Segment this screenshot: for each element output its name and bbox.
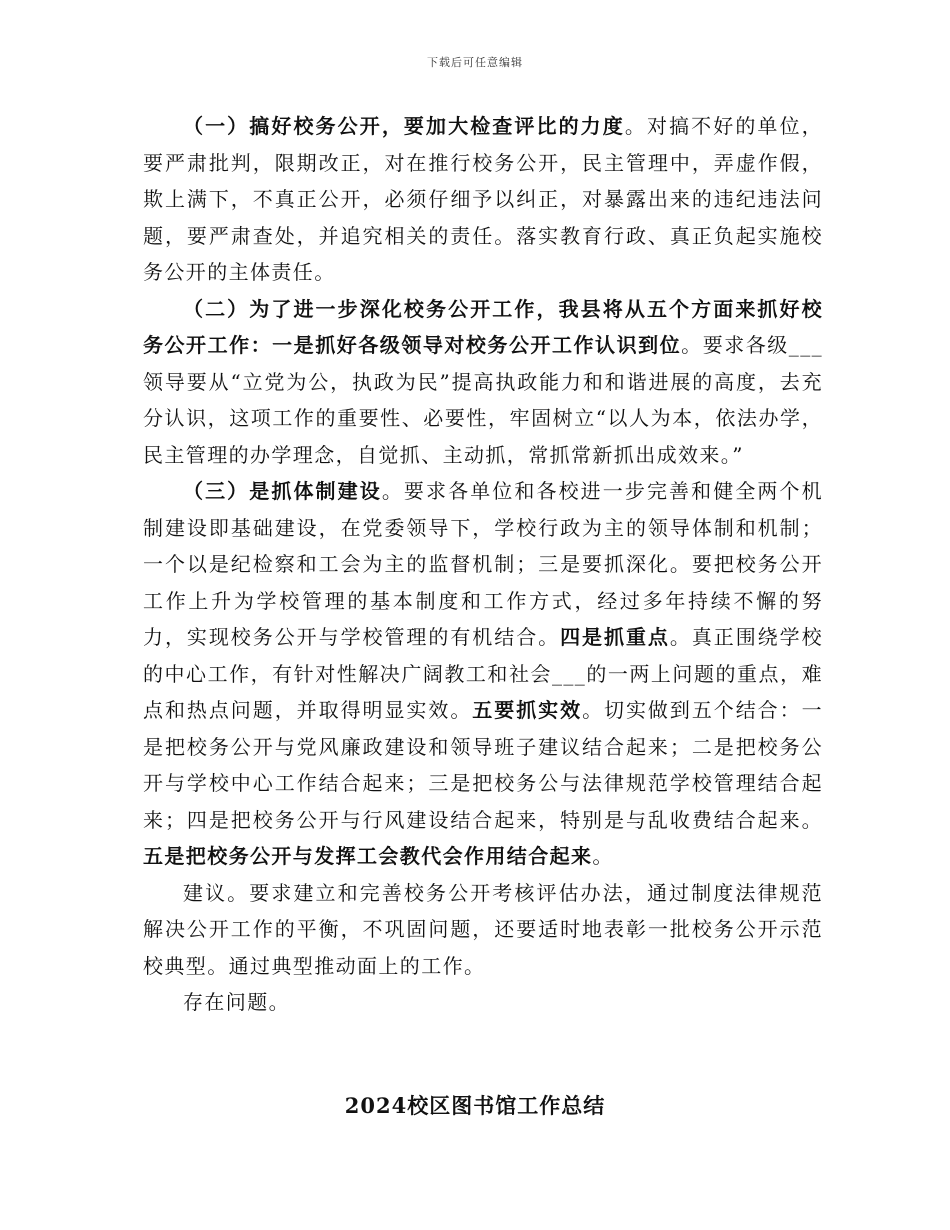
paragraph-1: [143, 108, 823, 291]
paragraph-2-heading: （二）为了进一步深化校务公开工作，我县将从五个方面来抓好校务公开工作：一是抓好各级领导对校务公开工作认识到位: [143, 296, 823, 357]
paragraph-3-text-b: 。真正围绕学校的中心工作，有针对性解决广阔教工和社会___的一两上问题的重点，难点和热点问题，并取得明显实效。: [143, 625, 823, 722]
paragraph-4: [143, 875, 823, 985]
paragraph-4-text: 建议。要求建立和完善校务公开考核评估办法，通过制度法律规范解决公开工作的平衡，不巩固问题，还要适时地表彰一批校务公开示范校典型。通过典型推动面上的工作。: [143, 880, 823, 978]
document-title: 2024校区图书馆工作总结: [344, 1093, 606, 1118]
paragraph-3-conclusion: 五是把校务公开与发挥工会教代会作用结合起来: [143, 844, 593, 868]
paragraph-3-text-a: 。要求各单位和各校进一步完善和健全两个机制建设即基础建设，在党委领导下，学校行政为主的领导体制和机制；一个以是纪检察和工会为主的监督机制；三是要抓深化。要把校务公开工作上升为学校管理的基本制度和工作方式，经过多年持续不懈的努力，实现校务公开与学校管理的有机结合。: [143, 479, 824, 649]
paragraph-2-text: 。要求各级___领导要从“立党为公，执政为民”提高执政能力和和谐进展的高度，去充分认识，这项工作的重要性、必要性，牢固树立“以人为本，依法办学，民主管理的办学理念，自觉抓、主动抓，常抓常新抓出成效来。”: [143, 333, 824, 467]
paragraph-5-text: 存在问题。: [183, 990, 290, 1014]
paragraph-3-end: 。: [592, 844, 614, 868]
paragraph-3-key-point: 四是抓重点: [560, 625, 670, 649]
paragraph-3: [143, 473, 823, 875]
paragraph-5: [143, 984, 823, 1021]
paragraph-1-text: 。对搞不好的单位，要严肃批判，限期改正，对在推行校务公开，民主管理中，弄虚作假，欺上满下，不真正公开，必须仔细予以纠正，对暴露出来的违纪违法问题，要严肃查处，并追究相关的责任。落实教育行政、真正负起实施校务公开的主体责任。: [143, 114, 823, 284]
paragraph-3-heading: （三）是抓体制建设: [183, 479, 382, 503]
body-text: [143, 108, 823, 1021]
header-note: 下载后可任意编辑: [427, 56, 523, 69]
paragraph-3-effect: 五要抓实效: [472, 698, 583, 722]
paragraph-3-text-c: 。切实做到五个结合：一是把校务公开与党风廉政建设和领导班子建议结合起来；二是把校务公开与学校中心工作结合起来；三是把校务公与法律规范学校管理结合起来；四是把校务公开与行风建设结合起来，特别是与乱收费结合起来。: [143, 698, 823, 832]
paragraph-1-heading: （一）搞好校务公开，要加大检查评比的力度: [183, 114, 625, 138]
paragraph-2: [143, 291, 823, 474]
